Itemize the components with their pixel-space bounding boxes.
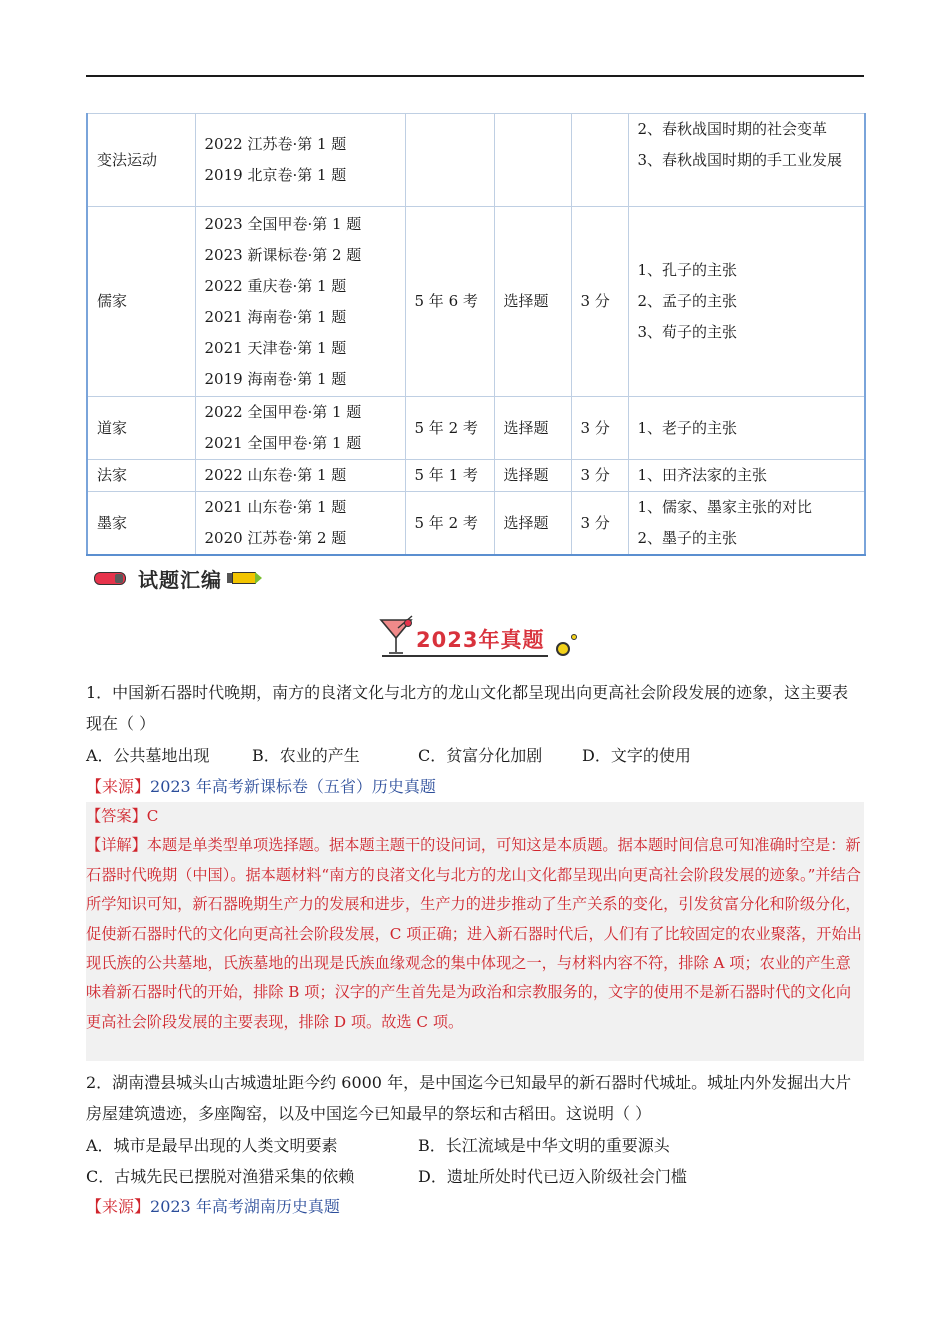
- banner-underline: [382, 655, 548, 657]
- q1-detail: 【详解】本题是单类型单项选择题。据本题主题干的设问词，可知这是本质题。据本题时间信息可知准确时空是：新石器时代晚期（中国）。据本题材料“南方的良渚文化与北方的龙山文化都呈现出向更高社会阶段发展的迹象。”并结合所学知识可知，新石器晚期生产力的发展和进步，生产力的进步推动了生产关系的变化，引发贫富分化和阶级分化，促使新石器时代的文化向更高社会阶段发展，C 项正确；进入新石器时代后，人们有了比较固定的农业聚落，开始出现氏族的公共墓地，氏族墓地的出现是氏族血缘观念的集中体现之一，与材料内容不符，排除 A 项；农业的产生意味着新石器时代的开始，排除 B 项；汉字的产生首先是为政治和宗教服务的，文字的使用不是新石器时代的文化向更高社会阶段发展的主要表现，排除 D 项。故选 C 项。: [86, 836, 862, 1031]
- q1-option-a: A．公共墓地出现: [86, 746, 210, 765]
- exam-stats-table: [86, 113, 866, 556]
- points-cell: 1、孔子的主张 2、孟子的主张 3、荀子的主张: [628, 207, 865, 397]
- bubble-icon: [556, 642, 570, 656]
- topic-cell: 墨家: [87, 492, 195, 556]
- points-cell: 1、儒家、墨家主张的对比 2、墨子的主张: [628, 492, 865, 556]
- cocktail-icon: [378, 614, 418, 658]
- section-title: 试题汇编: [138, 567, 222, 592]
- q2-option-c: C．古城先民已摆脱对渔猎采集的依赖: [86, 1167, 355, 1186]
- q1-option-c: C．贫富分化加剧: [418, 746, 543, 765]
- frequency-cell: 5 年 2 考: [405, 492, 494, 556]
- q2-options-row2: [86, 1161, 864, 1192]
- q2-option-a: A．城市是最早出现的人类文明要素: [86, 1136, 338, 1155]
- score-cell: 3 分: [571, 207, 628, 397]
- sources-cell: 2022 全国甲卷·第 1 题 2021 全国甲卷·第 1 题: [195, 397, 405, 460]
- year-banner: [378, 612, 578, 662]
- q1-options: [86, 740, 864, 771]
- section-header: [94, 564, 256, 592]
- sources-cell: 2022 山东卷·第 1 题: [195, 460, 405, 492]
- frequency-cell: 5 年 2 考: [405, 397, 494, 460]
- q2-options-row1: [86, 1130, 864, 1161]
- q2-option-d: D．遗址所处时代已迈入阶级社会门槛: [418, 1167, 687, 1186]
- type-cell: 选择题: [494, 207, 571, 397]
- q1-option-d: D．文字的使用: [582, 746, 691, 765]
- sources-cell: 2023 全国甲卷·第 1 题 2023 新课标卷·第 2 题 2022 重庆卷·第 1 题 2021 海南卷·第 1 题 2021 天津卷·第 1 题 2019 海南卷·第 1 题: [195, 207, 405, 397]
- table-row: [87, 207, 865, 397]
- sources-cell: 2022 江苏卷·第 1 题 2019 北京卷·第 1 题: [195, 114, 405, 207]
- year-title: 2023年真题: [416, 628, 545, 652]
- score-cell: 3 分: [571, 397, 628, 460]
- topic-cell: 儒家: [87, 207, 195, 397]
- score-cell: [571, 114, 628, 207]
- table-row: [87, 114, 865, 207]
- q1-option-b: B．农业的产生: [252, 746, 360, 765]
- header-rule: [86, 75, 864, 77]
- q1-stem: 1．中国新石器时代晚期，南方的良渚文化与北方的龙山文化都呈现出向更高社会阶段发展的迹象，这主要表现在（ ）: [86, 683, 849, 733]
- topic-cell: 道家: [87, 397, 195, 460]
- topic-cell: 变法运动: [87, 114, 195, 207]
- table-row: [87, 492, 865, 556]
- points-cell: 1、田齐法家的主张: [628, 460, 865, 492]
- topic-cell: 法家: [87, 460, 195, 492]
- q2-option-b: B．长江流域是中华文明的重要源头: [418, 1136, 670, 1155]
- pill-icon: [94, 572, 126, 585]
- table-row: [87, 397, 865, 460]
- q2-stem: 2．湖南澧县城头山古城遗址距今约 6000 年，是中国迄今已知最早的新石器时代城址。城址内外发掘出大片房屋建筑遗迹，多座陶窑，以及中国迄今已知最早的祭坛和古稻田。这说明（ ）: [86, 1073, 852, 1123]
- type-cell: [494, 114, 571, 207]
- frequency-cell: 5 年 6 考: [405, 207, 494, 397]
- q1-answer: 【答案】C: [86, 807, 159, 825]
- table-row: [87, 460, 865, 492]
- score-cell: 3 分: [571, 492, 628, 556]
- type-cell: 选择题: [494, 460, 571, 492]
- points-cell: 2、春秋战国时期的社会变革 3、春秋战国时期的手工业发展: [628, 114, 865, 207]
- type-cell: 选择题: [494, 397, 571, 460]
- sources-cell: 2021 山东卷·第 1 题 2020 江苏卷·第 2 题: [195, 492, 405, 556]
- pencil-icon: [232, 572, 256, 584]
- type-cell: 选择题: [494, 492, 571, 556]
- frequency-cell: [405, 114, 494, 207]
- q1-answer-box: [86, 802, 864, 1061]
- q2-source: 【来源】2023 年高考湖南历史真题: [86, 1197, 340, 1216]
- frequency-cell: 5 年 1 考: [405, 460, 494, 492]
- points-cell: 1、老子的主张: [628, 397, 865, 460]
- q1-source: 【来源】2023 年高考新课标卷（五省）历史真题: [86, 777, 436, 796]
- score-cell: 3 分: [571, 460, 628, 492]
- bubble-icon: [571, 634, 577, 640]
